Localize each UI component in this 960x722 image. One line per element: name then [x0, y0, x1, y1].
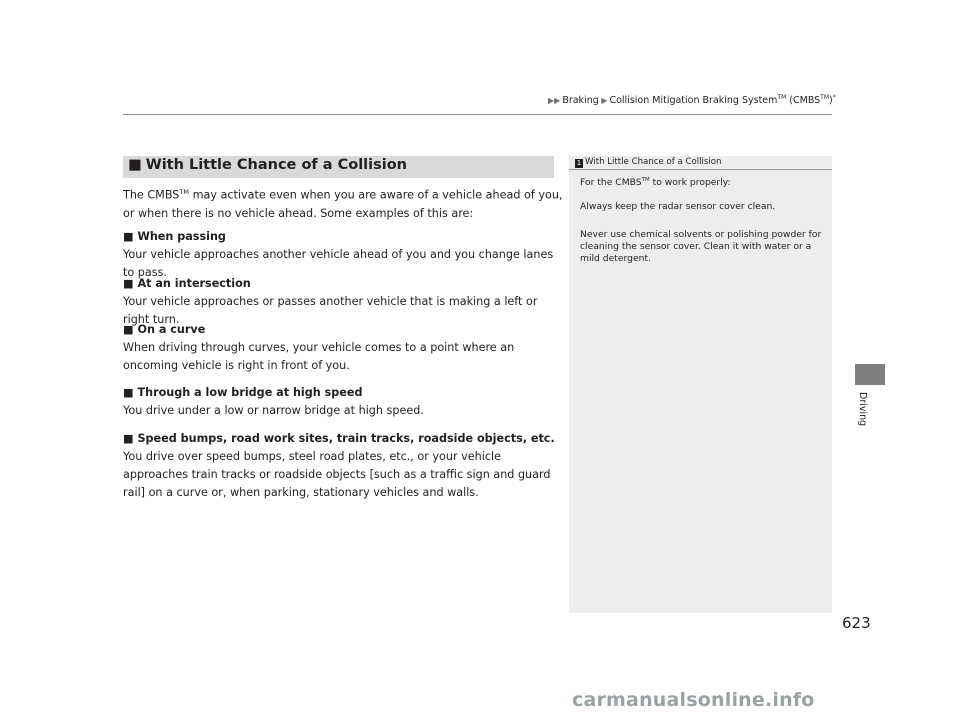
example-text: You drive over speed bumps, steel road plates, etc., or your vehicle approaches train tracks or roadside objects [such as a traffic sign and guard rail] on a curve or, when parking, stationary vehicles and walls. — [123, 450, 551, 499]
example-title-text: When passing — [137, 230, 226, 243]
example-title — [123, 275, 563, 293]
asterisk: * — [832, 94, 836, 101]
sidebar-para-2: Always keep the radar sensor cover clean. — [580, 201, 776, 212]
section-title — [128, 157, 407, 173]
breadcrumb-arrow-icon: ▶▶ — [548, 96, 561, 106]
example-low-bridge — [123, 384, 563, 420]
breadcrumb-suffix-open: (CMBS — [786, 95, 821, 107]
reference-number-badge: 1 — [576, 159, 582, 167]
example-text: When driving through curves, your vehicle comes to a point where an oncoming vehicle is right in front of you. — [123, 341, 515, 372]
watermark: carmanualsonline.info — [572, 689, 815, 711]
example-title-text: Speed bumps, road work sites, train tracks, roadside objects, etc. — [137, 432, 555, 445]
sidebar-note-panel — [569, 156, 832, 613]
trademark: TM — [820, 94, 830, 101]
example-title — [123, 430, 563, 448]
trademark: TM — [777, 94, 787, 101]
chapter-tab-label: Driving — [857, 392, 868, 427]
header-divider — [123, 114, 832, 115]
example-title — [123, 384, 563, 402]
breadcrumb-suffix-close: ) — [829, 95, 833, 107]
sidebar-note-heading — [569, 157, 832, 168]
sidebar-para-1 — [580, 174, 825, 189]
example-text: Your vehicle approaches another vehicle ahead of you and you change lanes to pass. — [123, 248, 554, 279]
square-bullet-icon: ■ — [123, 277, 134, 290]
page-number: 623 — [842, 614, 871, 632]
example-text: You drive under a low or narrow bridge at high speed. — [123, 404, 424, 417]
breadcrumb-arrow-icon: ▶ — [598, 96, 608, 106]
trademark: TM — [641, 177, 650, 183]
example-when-passing — [123, 228, 563, 282]
square-bullet-icon: ■ — [123, 386, 134, 399]
sidebar-note-title: With Little Chance of a Collision — [585, 157, 722, 167]
sidebar-text-start: For the CMBS — [580, 177, 642, 189]
example-speed-bumps — [123, 430, 563, 502]
example-title-text: Through a low bridge at high speed — [137, 386, 363, 399]
sidebar-para-3: Never use chemical solvents or polishing powder for cleaning the sensor cover. Clean it with water or a mild detergent. — [580, 229, 822, 264]
trademark: TM — [179, 188, 190, 196]
example-on-curve — [123, 321, 548, 375]
breadcrumb — [548, 94, 836, 106]
breadcrumb-item-cmbs[interactable]: Collision Mitigation Braking System — [609, 95, 778, 107]
square-bullet-icon: ■ — [128, 157, 142, 173]
example-title-text: At an intersection — [137, 277, 251, 290]
chapter-tab[interactable] — [855, 364, 885, 385]
square-bullet-icon: ■ — [123, 432, 134, 445]
square-bullet-icon: ■ — [123, 323, 134, 336]
breadcrumb-item-braking[interactable]: Braking — [562, 95, 599, 107]
square-bullet-icon: ■ — [123, 230, 134, 243]
section-title-text: With Little Chance of a Collision — [145, 157, 407, 173]
sidebar-text-end: to work properly: — [649, 177, 731, 189]
example-title — [123, 321, 548, 339]
example-title-text: On a curve — [137, 323, 206, 336]
sidebar-divider — [569, 169, 832, 170]
example-title — [123, 228, 563, 246]
intro-text-end: may activate even when you are aware of a vehicle ahead of you, or when there is no vehicle ahead. Some examples of this are: — [123, 188, 563, 220]
example-text: Your vehicle approaches or passes another vehicle that is making a left or right turn. — [123, 295, 538, 326]
intro-text-start: The CMBS — [123, 188, 180, 202]
intro-paragraph — [123, 183, 563, 223]
